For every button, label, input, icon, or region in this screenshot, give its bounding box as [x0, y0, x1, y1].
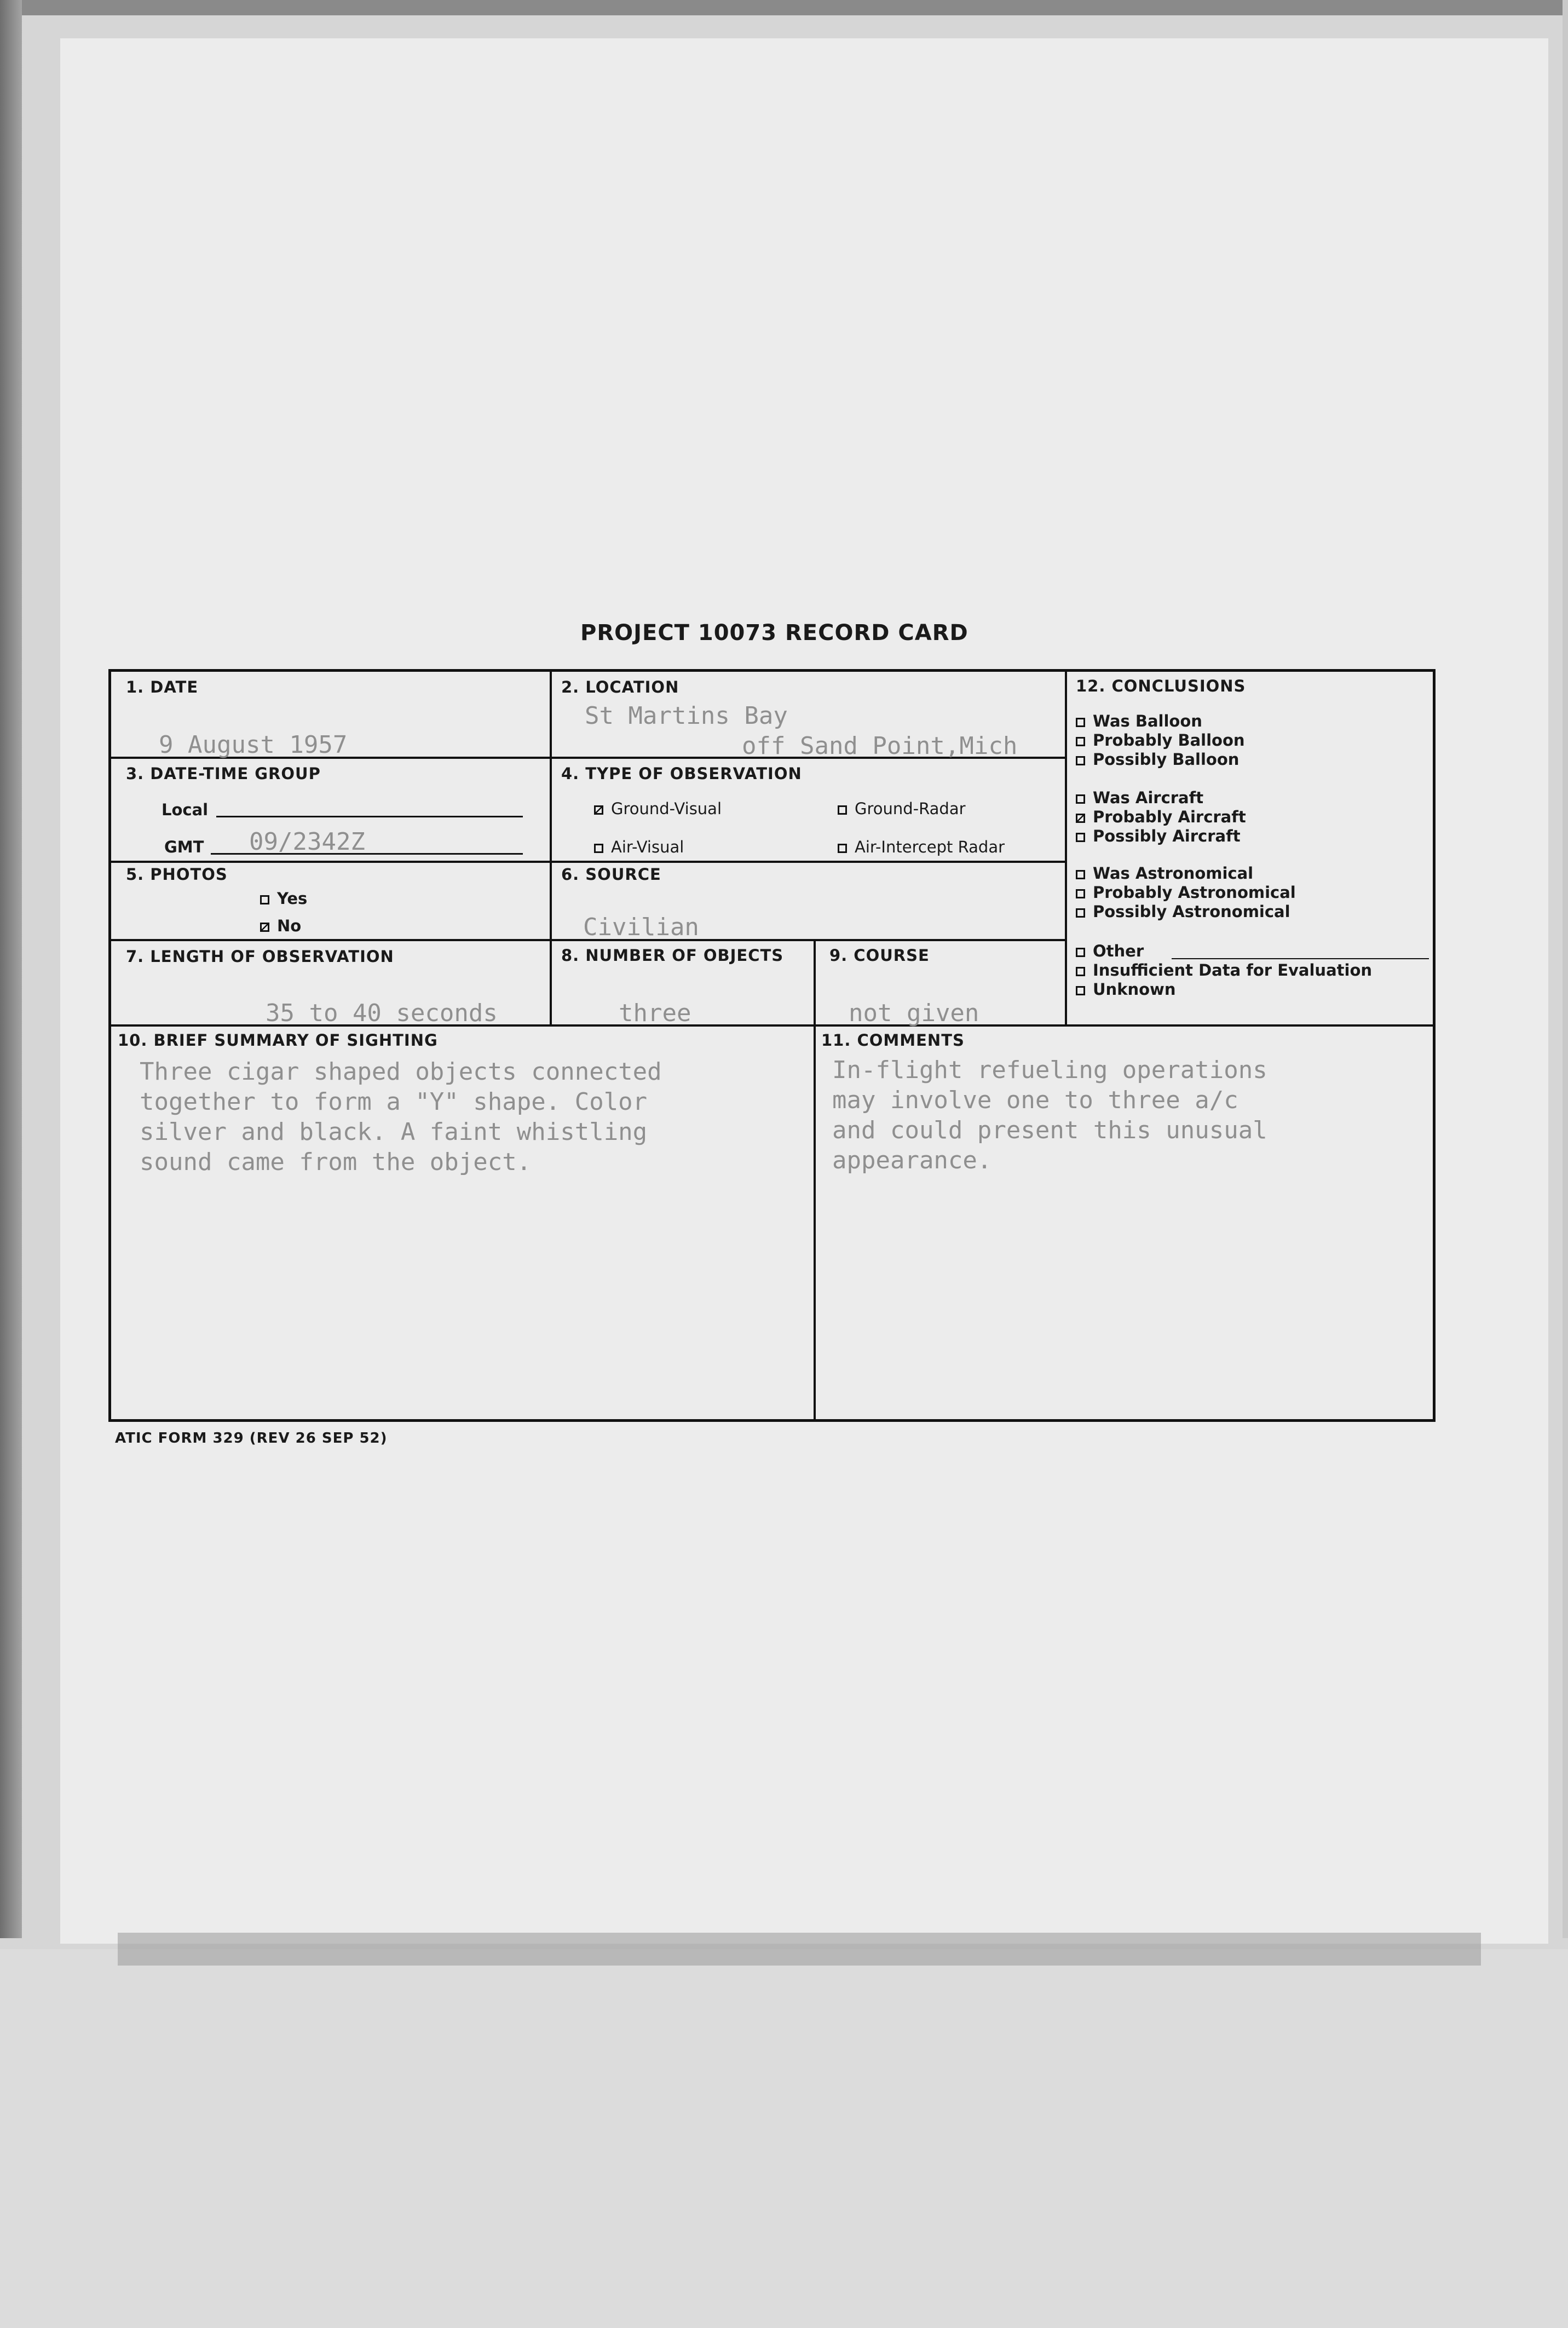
- conclusion-possibly-astronomical: Possibly Astronomical: [1076, 902, 1296, 921]
- checkbox-ground-radar: [838, 805, 847, 815]
- summary-line: silver and black. A faint whistling: [140, 1118, 648, 1146]
- length-value: 35 to 40 seconds: [266, 999, 498, 1027]
- conclusion-probably-aircraft: Probably Aircraft: [1076, 808, 1246, 827]
- length-label: 7. LENGTH OF OBSERVATION: [126, 947, 394, 966]
- grid-line: [814, 939, 816, 1422]
- option-ground-visual: Ground-Visual: [594, 799, 722, 818]
- scan-border-right: [1563, 0, 1568, 1938]
- conclusions-balloon: [1076, 712, 1245, 769]
- summary-line: together to form a "Y" shape. Color: [140, 1088, 648, 1116]
- conclusion-probably-balloon: Probably Balloon: [1076, 731, 1245, 750]
- grid-line: [108, 861, 1066, 863]
- form-id: ATIC FORM 329 (REV 26 SEP 52): [115, 1430, 388, 1447]
- comments-line: In-flight refueling operations: [832, 1056, 1267, 1084]
- card-title: PROJECT 10073 RECORD CARD: [580, 620, 969, 646]
- sheet-shadow: [118, 1933, 1481, 1966]
- checkbox-photos-yes: [260, 895, 269, 904]
- grid-line: [550, 669, 552, 1027]
- observation-type-label: 4. TYPE OF OBSERVATION: [561, 764, 802, 783]
- grid-line: [1065, 669, 1067, 1027]
- photos-no-option: No: [260, 917, 301, 935]
- conclusion-insufficient-data: Insufficient Data for Evaluation: [1076, 961, 1372, 980]
- conclusions-astronomical: [1076, 864, 1296, 921]
- date-value: 9 August 1957: [159, 731, 348, 759]
- conclusion-possibly-aircraft: Possibly Aircraft: [1076, 827, 1246, 846]
- objects-label: 8. NUMBER OF OBJECTS: [561, 946, 784, 965]
- comments-label: 11. COMMENTS: [821, 1031, 965, 1050]
- comments-line: and could present this unusual: [832, 1116, 1267, 1144]
- course-label: 9. COURSE: [829, 946, 930, 965]
- conclusions-label: 12. CONCLUSIONS: [1076, 677, 1246, 695]
- location-label: 2. LOCATION: [561, 678, 679, 696]
- conclusion-was-aircraft: Was Aircraft: [1076, 788, 1246, 808]
- summary-line: Three cigar shaped objects connected: [140, 1058, 662, 1086]
- location-line-2: off Sand Point,Mich: [742, 732, 1018, 760]
- date-time-group-label: 3. DATE-TIME GROUP: [126, 764, 321, 783]
- checkbox-photos-no: [260, 923, 269, 932]
- scan-border-left: [0, 0, 22, 1938]
- scan-border-top: [0, 0, 1568, 15]
- photos-label: 5. PHOTOS: [126, 865, 228, 884]
- option-air-visual: Air-Visual: [594, 838, 684, 856]
- summary-label: 10. BRIEF SUMMARY OF SIGHTING: [118, 1031, 438, 1050]
- comments-line: may involve one to three a/c: [832, 1086, 1238, 1114]
- conclusion-unknown: Unknown: [1076, 980, 1372, 999]
- comments-line: appearance.: [832, 1146, 992, 1174]
- summary-line: sound came from the object.: [140, 1148, 532, 1176]
- summary-text: [140, 1057, 662, 1177]
- source-label: 6. SOURCE: [561, 865, 661, 884]
- conclusion-was-astronomical: Was Astronomical: [1076, 864, 1296, 883]
- objects-value: three: [619, 999, 691, 1027]
- other-field-line: [1172, 958, 1429, 959]
- photos-yes-option: Yes: [260, 889, 307, 908]
- checkbox-air-visual: [594, 844, 603, 853]
- option-ground-radar: Ground-Radar: [838, 799, 966, 818]
- checkbox-air-intercept-radar: [838, 844, 847, 853]
- course-value: not given: [849, 999, 979, 1027]
- conclusion-possibly-balloon: Possibly Balloon: [1076, 750, 1245, 769]
- gmt-label: GMT: [164, 838, 204, 856]
- checkbox-ground-visual: [594, 805, 603, 815]
- conclusions-other: [1076, 942, 1372, 999]
- option-air-intercept-radar: Air-Intercept Radar: [838, 838, 1005, 856]
- local-label: Local: [162, 800, 209, 819]
- source-value: Civilian: [583, 913, 699, 941]
- local-field-line: [216, 816, 523, 817]
- gmt-value: 09/2342Z: [249, 828, 365, 856]
- location-line-1: St Martins Bay: [585, 702, 788, 730]
- conclusion-other: Other: [1076, 942, 1372, 961]
- conclusion-probably-astronomical: Probably Astronomical: [1076, 883, 1296, 902]
- scan-background-bottom: [0, 1949, 1568, 2328]
- date-label: 1. DATE: [126, 678, 199, 696]
- comments-text: [832, 1055, 1267, 1175]
- conclusion-was-balloon: Was Balloon: [1076, 712, 1245, 731]
- conclusions-aircraft: [1076, 788, 1246, 846]
